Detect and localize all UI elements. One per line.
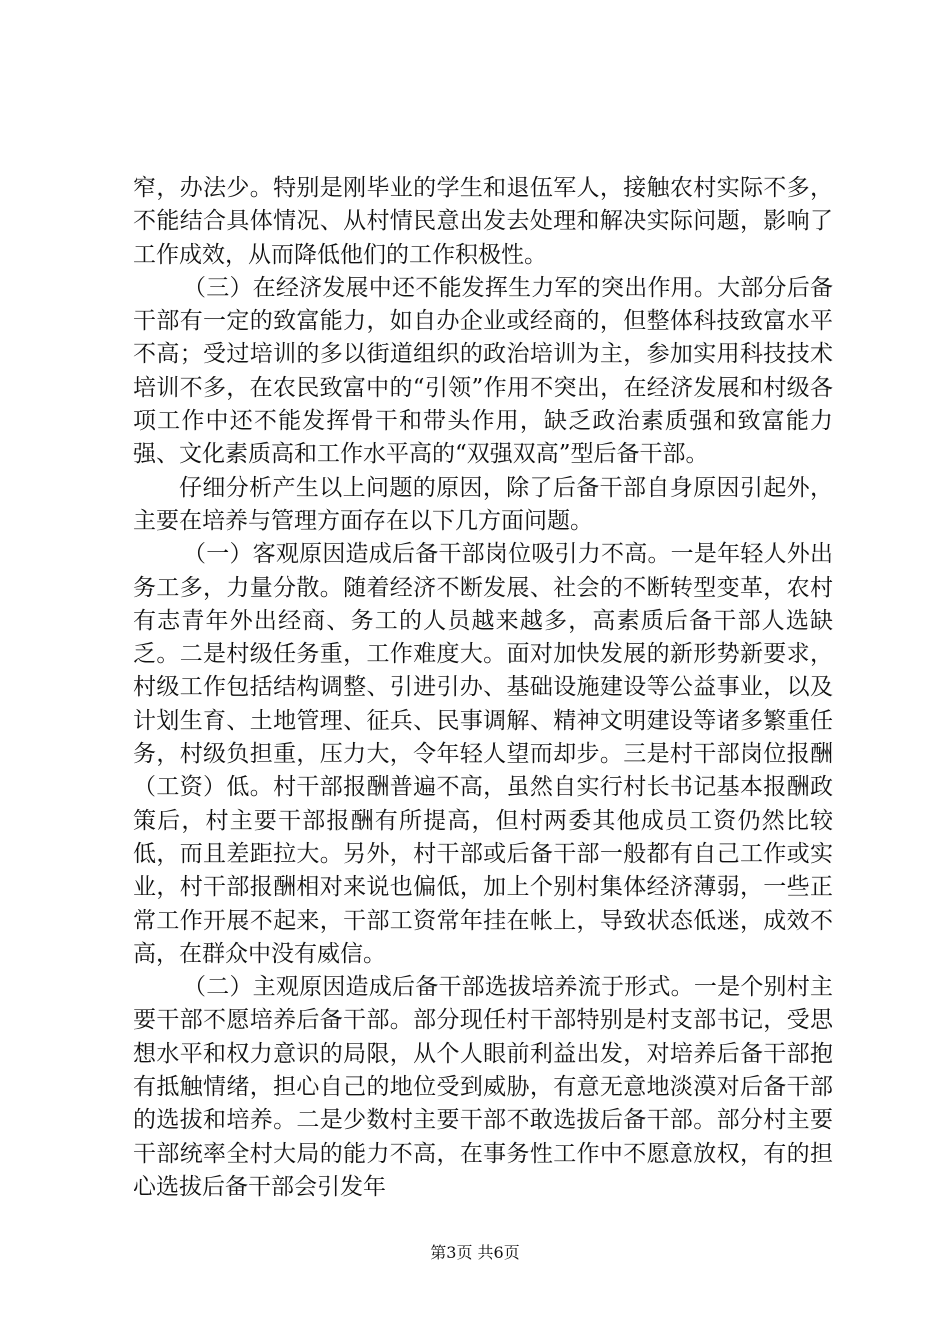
document-body <box>133 172 833 1204</box>
paragraph-4: （一）客观原因造成后备干部岗位吸引力不高。一是年轻人外出务工多，力量分散。随着经济不断发展、社会的不断转型变革，农村有志青年外出经商、务工的人员越来越多，高素质后备干部人选缺乏。二是村级任务重，工作难度大。面对加快发展的新形势新要求，村级工作包括结构调整、引进引办、基础设施建设等公益事业，以及计划生育、土地管理、征兵、民事调解、精神文明建设等诸多繁重任务，村级负担重，压力大，令年轻人望而却步。三是村干部岗位报酬（工资）低。村干部报酬普遍不高，虽然自实行村长书记基本报酬政策后，村主要干部报酬有所提高，但村两委其他成员工资仍然比较低，而且差距拉大。另外，村干部或后备干部一般都有自己工作或实业，村干部报酬相对来说也偏低，加上个别村集体经济薄弱，一些正常工作开展不起来，干部工资常年挂在帐上，导致状态低迷，成效不高，在群众中没有威信。 <box>133 541 833 967</box>
paragraph-5: （二）主观原因造成后备干部选拔培养流于形式。一是个别村主要干部不愿培养后备干部。部分现任村干部特别是村支部书记，受思想水平和权力意识的局限，从个人眼前利益出发，对培养后备干部抱有抵触情绪，担心自己的地位受到威胁，有意无意地淡漠对后备干部的选拔和培养。二是少数村主要干部不敢选拔后备干部。部分村主要干部统率全村大局的能力不高，在事务性工作中不愿意放权，有的担心选拔后备干部会引发年 <box>133 974 833 1200</box>
paragraph-3: 仔细分析产生以上问题的原因，除了后备干部自身原因引起外，主要在培养与管理方面存在以下几方面问题。 <box>133 474 833 534</box>
paragraph-2: （三）在经济发展中还不能发挥生力军的突出作用。大部分后备干部有一定的致富能力，如自办企业或经商的，但整体科技致富水平不高；受过培训的多以街道组织的政治培训为主，参加实用科技技术培训不多，在农民致富中的“引领”作用不突出，在经济发展和村级各项工作中还不能发挥骨干和带头作用，缺乏政治素质强和致富能力强、文化素质高和工作水平高的“双强双高”型后备干部。 <box>133 274 833 468</box>
paragraph-1: 窄，办法少。特别是刚毕业的学生和退伍军人，接触农村实际不多，不能结合具体情况、从村情民意出发去处理和解决实际问题，影响了工作成效，从而降低他们的工作积极性。 <box>133 175 833 268</box>
page-number-footer: 第3页 共6页 <box>430 1243 520 1262</box>
